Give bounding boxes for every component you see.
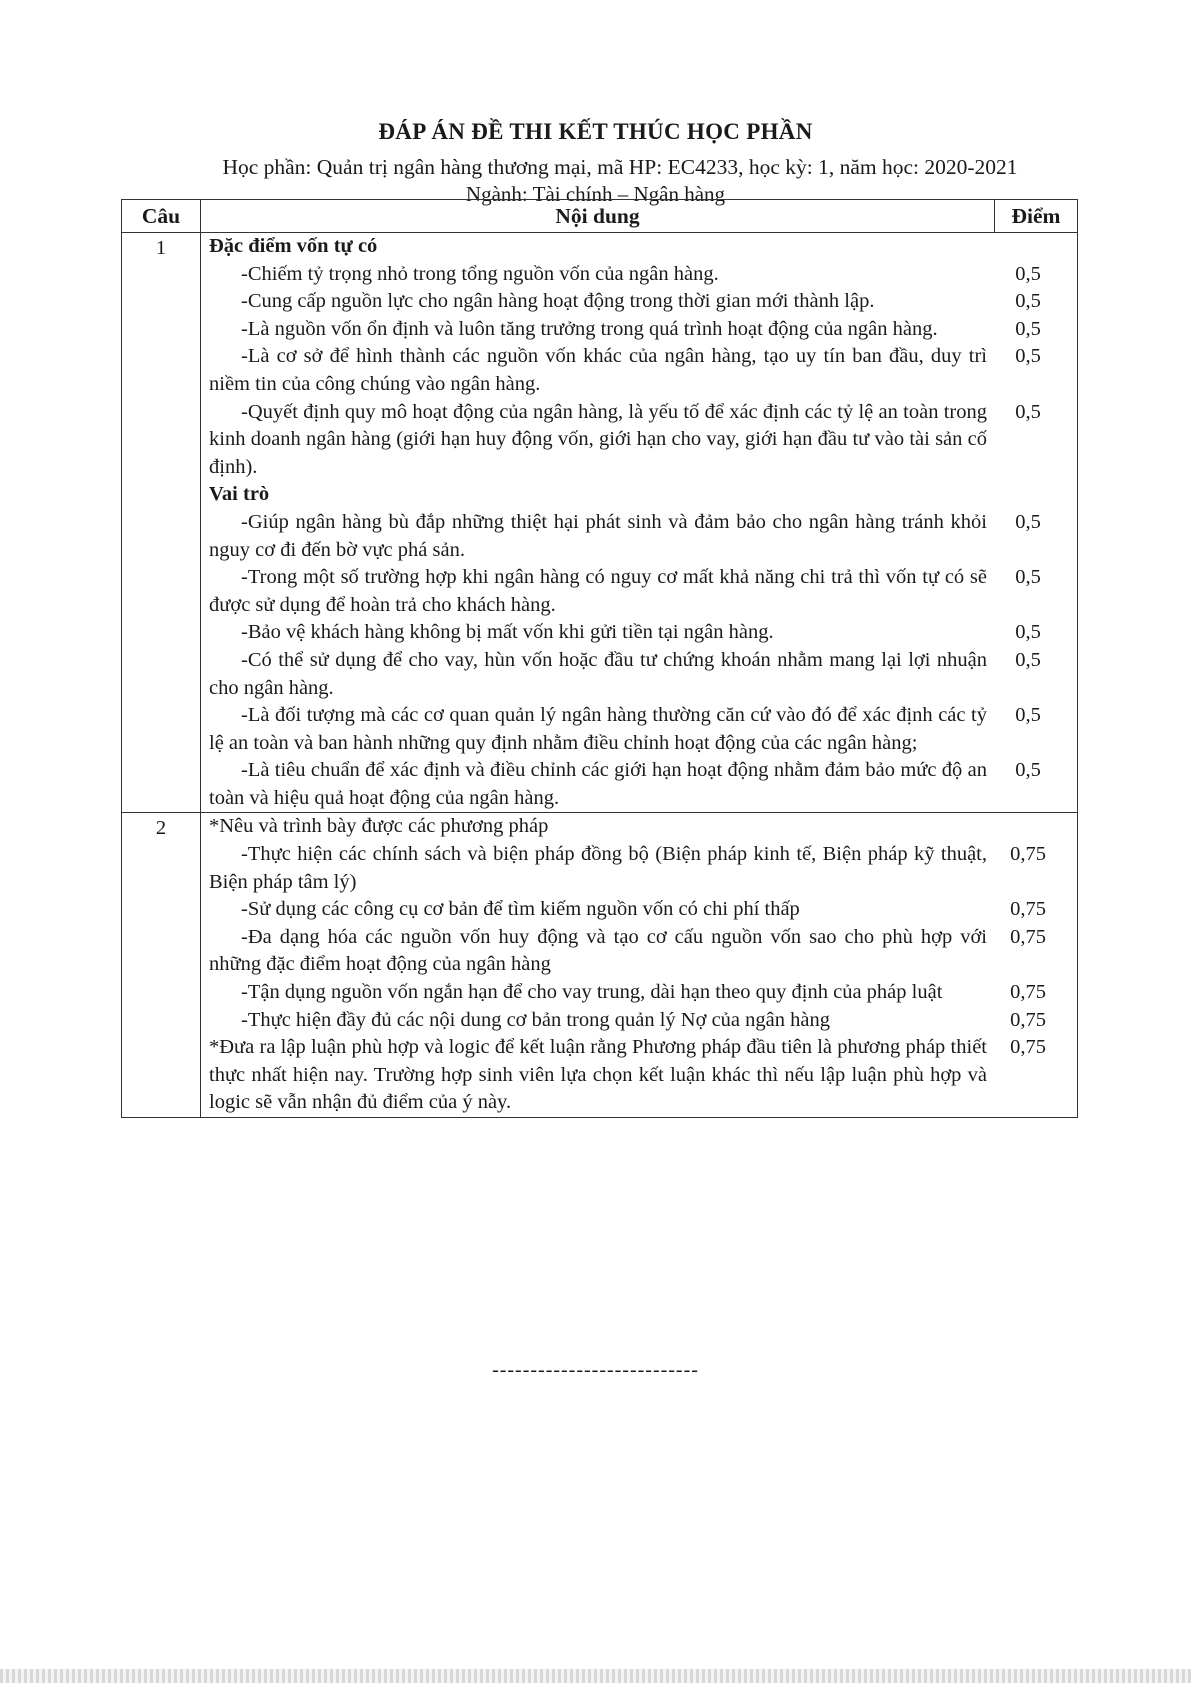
- page-title: ĐÁP ÁN ĐỀ THI KẾT THÚC HỌC PHẦN: [378, 119, 813, 144]
- section1-list: [209, 261, 1069, 482]
- list-item: [209, 841, 1069, 896]
- item-text: -Sử dụng các công cụ cơ bản để tìm kiếm nguồn vốn có chi phí thấp: [241, 898, 800, 921]
- item-points: 0,5: [1015, 704, 1041, 727]
- item-text: -Có thể sử dụng để cho vay, hùn vốn hoặc đầu tư chứng khoán nhằm mang lại lợi nhuận cho ngân hàng.: [209, 648, 987, 699]
- list-item: [209, 261, 1069, 289]
- item-points: 0,5: [1015, 345, 1041, 368]
- item-text: -Thực hiện các chính sách và biện pháp đồng bộ (Biện pháp kinh tế, Biện pháp kỹ thuật, Biện pháp tâm lý): [209, 843, 987, 893]
- item-text: *Đưa ra lập luận phù hợp và logic để kết luận rằng Phương pháp đầu tiên là phương pháp thiết thực nhất hiện nay. Trường hợp sinh viên lựa chọn kết luận khác thì nếu lập luận phù hợp và logic sẽ vẫn nhận đủ điểm của ý này.: [209, 1036, 987, 1114]
- section-heading: Đặc điểm vốn tự có: [209, 235, 378, 257]
- question-row-2: [122, 813, 1078, 1118]
- item-text: -Cung cấp nguồn lực cho ngân hàng hoạt động trong thời gian mới thành lập.: [241, 290, 875, 313]
- item-text: -Bảo vệ khách hàng không bị mất vốn khi gửi tiền tại ngân hàng.: [241, 621, 774, 644]
- end-separator: ---------------------------: [492, 1359, 699, 1381]
- list-item: [209, 564, 1069, 619]
- scan-edge: [0, 1669, 1191, 1683]
- item-text: -Là cơ sở để hình thành các nguồn vốn khác của ngân hàng, tạo uy tín ban đầu, duy trì niềm tin của công chúng vào ngân hàng.: [209, 345, 987, 395]
- question-content: [201, 233, 1078, 813]
- item-points: 0,75: [1010, 1008, 1046, 1031]
- header-noi-dung: Nội dung: [201, 200, 995, 233]
- list-item: [209, 896, 1069, 924]
- item-points: 0,5: [1015, 317, 1041, 340]
- list-item: [209, 316, 1069, 344]
- item-points: 0,5: [1015, 290, 1041, 313]
- item-points: 0,5: [1015, 566, 1041, 589]
- question-number: 1: [122, 233, 201, 813]
- header-cau: Câu: [122, 200, 201, 233]
- list-item: [209, 343, 1069, 398]
- list-item: [209, 399, 1069, 482]
- item-points: 0,75: [1010, 1036, 1046, 1059]
- answer-table: [121, 199, 1078, 1118]
- question-content: [201, 813, 1078, 1118]
- item-text: -Giúp ngân hàng bù đắp những thiệt hại phát sinh và đảm bảo cho ngân hàng tránh khỏi nguy cơ đi đến bờ vực phá sản.: [209, 510, 987, 561]
- header-diem: Điểm: [995, 200, 1078, 233]
- list-item: [209, 509, 1069, 564]
- question-number: 2: [122, 813, 201, 1118]
- item-points: 0,5: [1015, 759, 1041, 782]
- list-item: [209, 702, 1069, 757]
- section2-list: [209, 509, 1069, 813]
- major-info: Ngành: Tài chính – Ngân hàng: [465, 182, 726, 206]
- list-item: [209, 619, 1069, 647]
- item-text: -Đa dạng hóa các nguồn vốn huy động và tạo cơ cấu nguồn vốn sao cho phù hợp với những đặc điểm hoạt động của ngân hàng: [209, 925, 987, 976]
- course-info: Học phần: Quản trị ngân hàng thương mại, mã HP: EC4233, học kỳ: 1, năm học: 2020-2021: [222, 155, 1018, 179]
- item-text: -Tận dụng nguồn vốn ngắn hạn để cho vay trung, dài hạn theo quy định của pháp luật: [241, 981, 943, 1004]
- item-text: -Thực hiện đầy đủ các nội dung cơ bản trong quản lý Nợ của ngân hàng: [241, 1008, 830, 1031]
- table-header-row: [122, 200, 1078, 233]
- item-text: -Là nguồn vốn ổn định và luôn tăng trưởng trong quá trình hoạt động của ngân hàng.: [241, 317, 938, 340]
- item-text: -Trong một số trường hợp khi ngân hàng có nguy cơ mất khả năng chi trả thì vốn tự có sẽ được sử dụng để hoàn trả cho khách hàng.: [209, 566, 987, 616]
- list-item: [209, 979, 1069, 1007]
- item-text: -Là đối tượng mà các cơ quan quản lý ngân hàng thường căn cứ vào đó để xác định các tỷ lệ an toàn và ban hành những quy định nhằm điều chỉnh hoạt động của các ngân hàng;: [209, 704, 987, 754]
- item-points: 0,5: [1015, 400, 1041, 423]
- item-text: -Quyết định quy mô hoạt động của ngân hàng, là yếu tố để xác định các tỷ lệ an toàn trong kinh doanh ngân hàng (giới hạn huy động vốn, giới hạn cho vay, giới hạn đầu tư vào tài sản cố định).: [209, 400, 987, 478]
- item-points: 0,5: [1015, 510, 1041, 533]
- item-points: 0,5: [1015, 648, 1041, 671]
- item-points: 0,5: [1015, 621, 1041, 644]
- list-item: [209, 924, 1069, 979]
- item-points: 0,75: [1010, 925, 1046, 948]
- question-row-1: [122, 233, 1078, 813]
- q2-list: [209, 841, 1069, 1034]
- item-points: 0,75: [1010, 981, 1046, 1004]
- item-text: -Là tiêu chuẩn để xác định và điều chỉnh các giới hạn hoạt động nhằm đảm bảo mức độ an toàn và hiệu quả hoạt động của ngân hàng.: [209, 759, 987, 809]
- list-item: [209, 288, 1069, 316]
- list-item: [209, 757, 1069, 812]
- section-heading: Vai trò: [209, 483, 270, 506]
- question-intro: *Nêu và trình bày được các phương pháp: [209, 815, 549, 838]
- list-item: [209, 1007, 1069, 1035]
- list-item: [209, 647, 1069, 702]
- item-points: 0,5: [1015, 262, 1041, 285]
- item-points: 0,75: [1010, 898, 1046, 921]
- item-text: -Chiếm tỷ trọng nhỏ trong tổng nguồn vốn của ngân hàng.: [241, 262, 719, 285]
- list-item: [209, 1034, 1069, 1117]
- item-points: 0,75: [1010, 843, 1046, 866]
